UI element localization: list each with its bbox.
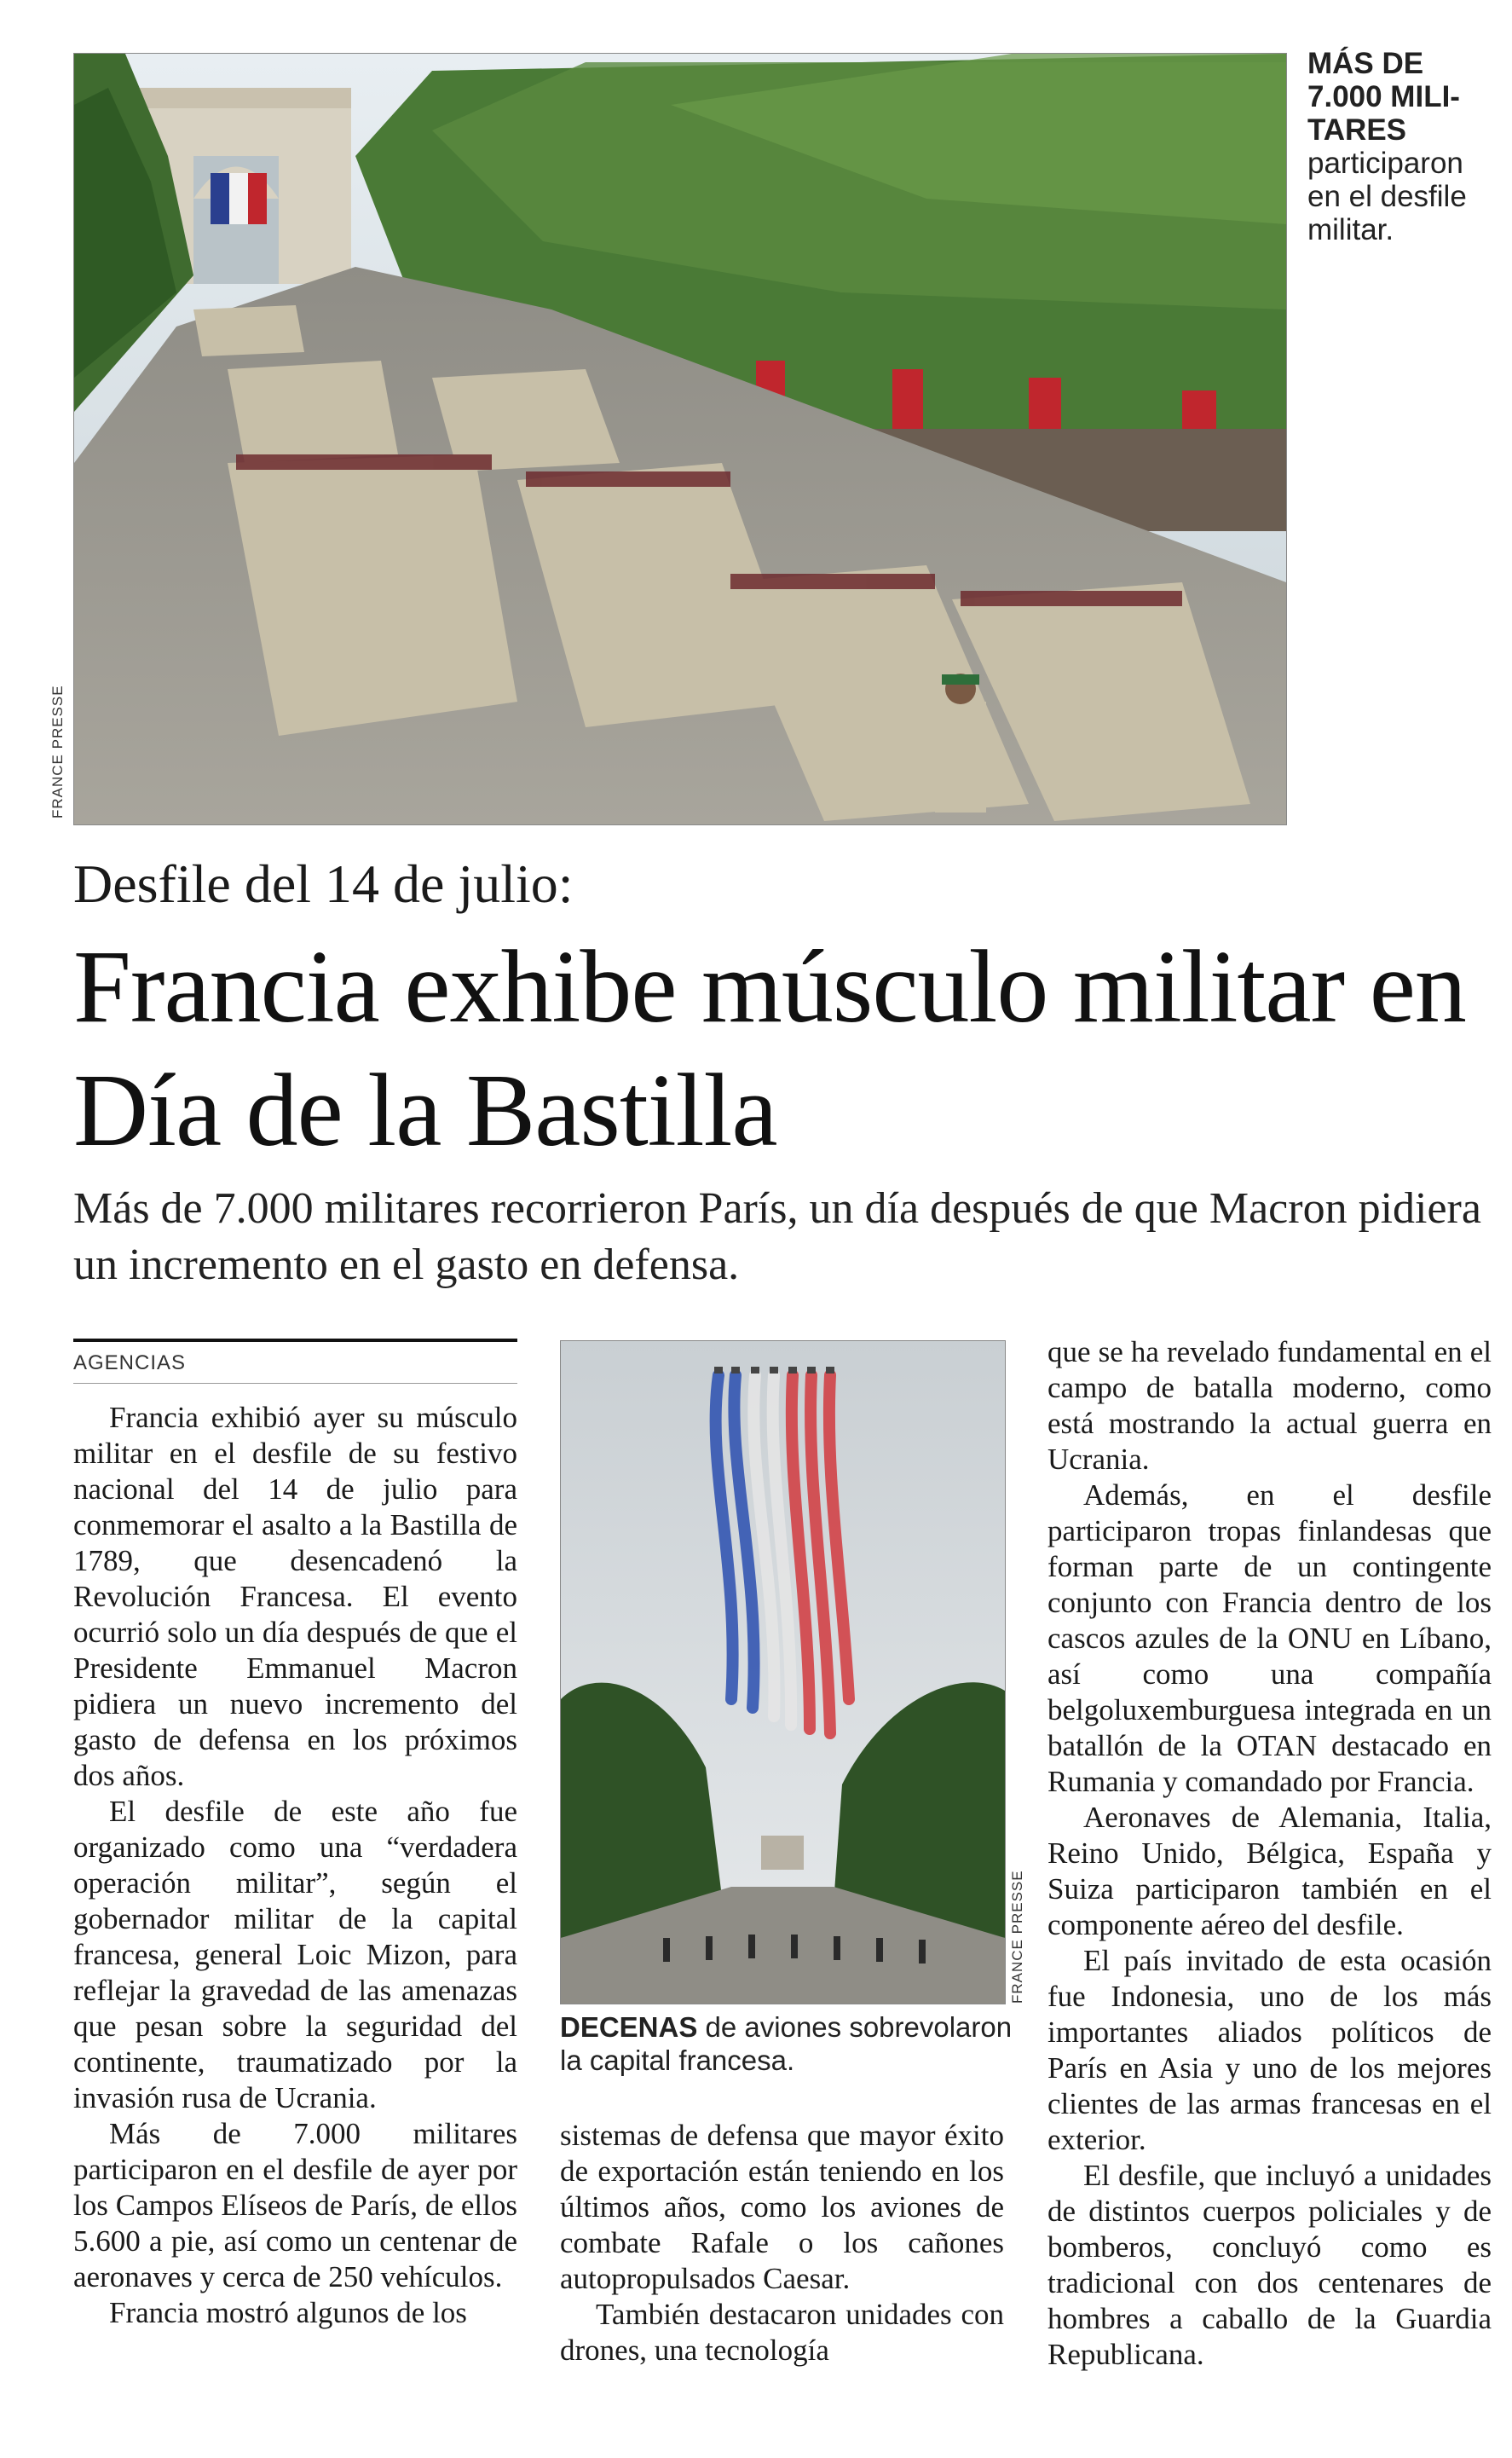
caption-lead: MÁS DE 7.000 MILI-TARES: [1307, 47, 1460, 147]
parade-photo: [73, 53, 1287, 825]
paragraph: El país invitado de esta ocasión fue Indonesia, uno de los más importantes aliados políticos de París en Asia y uno de los mejores clientes de las armas francesas en el exterior.: [1047, 1944, 1492, 2156]
paragraph: que se ha revelado fundamental en el campo de batalla moderno, como está mostrando la actual guerra en Ucrania.: [1047, 1335, 1492, 1476]
caption-lead: DECENAS: [560, 2011, 698, 2043]
paragraph: El desfile de este año fue organizado como una “verdadera operación militar”, según el gobernador militar de la capital francesa, general Loic Mizon, para reflejar la gravedad de las amenazas que pesan sobre la seguridad del continente, traumatizado por la invasión rusa de Ucrania.: [73, 1795, 517, 2114]
byline: AGENCIAS: [73, 1351, 187, 1374]
paragraph: Más de 7.000 militares participaron en el desfile de ayer por los Campos Elíseos de París, de ellos 5.600 a pie, así como un centenar de aeronaves y cerca de 250 vehículos.: [73, 2117, 517, 2293]
paragraph: Francia exhibió ayer su músculo militar en el desfile de su festivo nacional del 14 de julio para conmemorar el asalto a la Bastilla de 1789, que desencadenó la Revolución Francesa. El evento ocurrió solo un día después de que el Presidente Emmanuel Macron pidiera un nuevo incremento del gasto de defensa en los próximos dos años.: [73, 1401, 517, 1792]
photo-credit: FRANCE PRESSE: [49, 685, 66, 818]
paragraph: Francia mostró algunos de los: [109, 2296, 467, 2329]
article-column-3: [1047, 1334, 1492, 2373]
byline-divider: [73, 1383, 517, 1384]
paragraph: sistemas de defensa que mayor éxito de exportación están teniendo en los últimos años, como los aviones de combate Rafale o los cañones autopropulsados Caesar.: [560, 2119, 1004, 2295]
caption-text: participaron en el desfile militar.: [1307, 147, 1467, 246]
paragraph: El desfile, que incluyó a unidades de distintos cuerpos policiales y de bomberos, concluyó como es tradicional con dos centenares de hombres a caballo de la Guardia Republicana.: [1047, 2159, 1492, 2371]
photo-caption: [560, 2010, 1020, 2077]
paragraph: También destacaron unidades con drones, una tecnología: [560, 2298, 1004, 2367]
article-column-2: [560, 2118, 1004, 2368]
caption-text: de aviones sobrevolaron la capital francesa.: [560, 2011, 1013, 2076]
flyover-photo: [560, 1340, 1006, 2004]
subheadline: Más de 7.000 militares recorrieron París, un día después de que Macron pidiera un incremento en el gasto en defensa.: [73, 1184, 1481, 1289]
kicker: Desfile del 14 de julio:: [73, 853, 574, 914]
article-column-1: [73, 1400, 517, 2331]
headline: Francia exhibe músculo militar en Día de la Bastilla: [73, 929, 1466, 1168]
byline-rule: [73, 1339, 517, 1342]
photo-caption: [1307, 47, 1495, 246]
paragraph: Además, en el desfile participaron tropas finlandesas que forman parte de un contingente conjunto con Francia dentro de los cascos azules de la ONU en Líbano, así como una compañía belgoluxemburguesa integrada en un batallón de la OTAN destacado en Rumania y comandado por Francia.: [1047, 1478, 1492, 1798]
paragraph: Aeronaves de Alemania, Italia, Reino Unido, Bélgica, España y Suiza participaron también en el componente aéreo del desfile.: [1047, 1801, 1492, 1941]
